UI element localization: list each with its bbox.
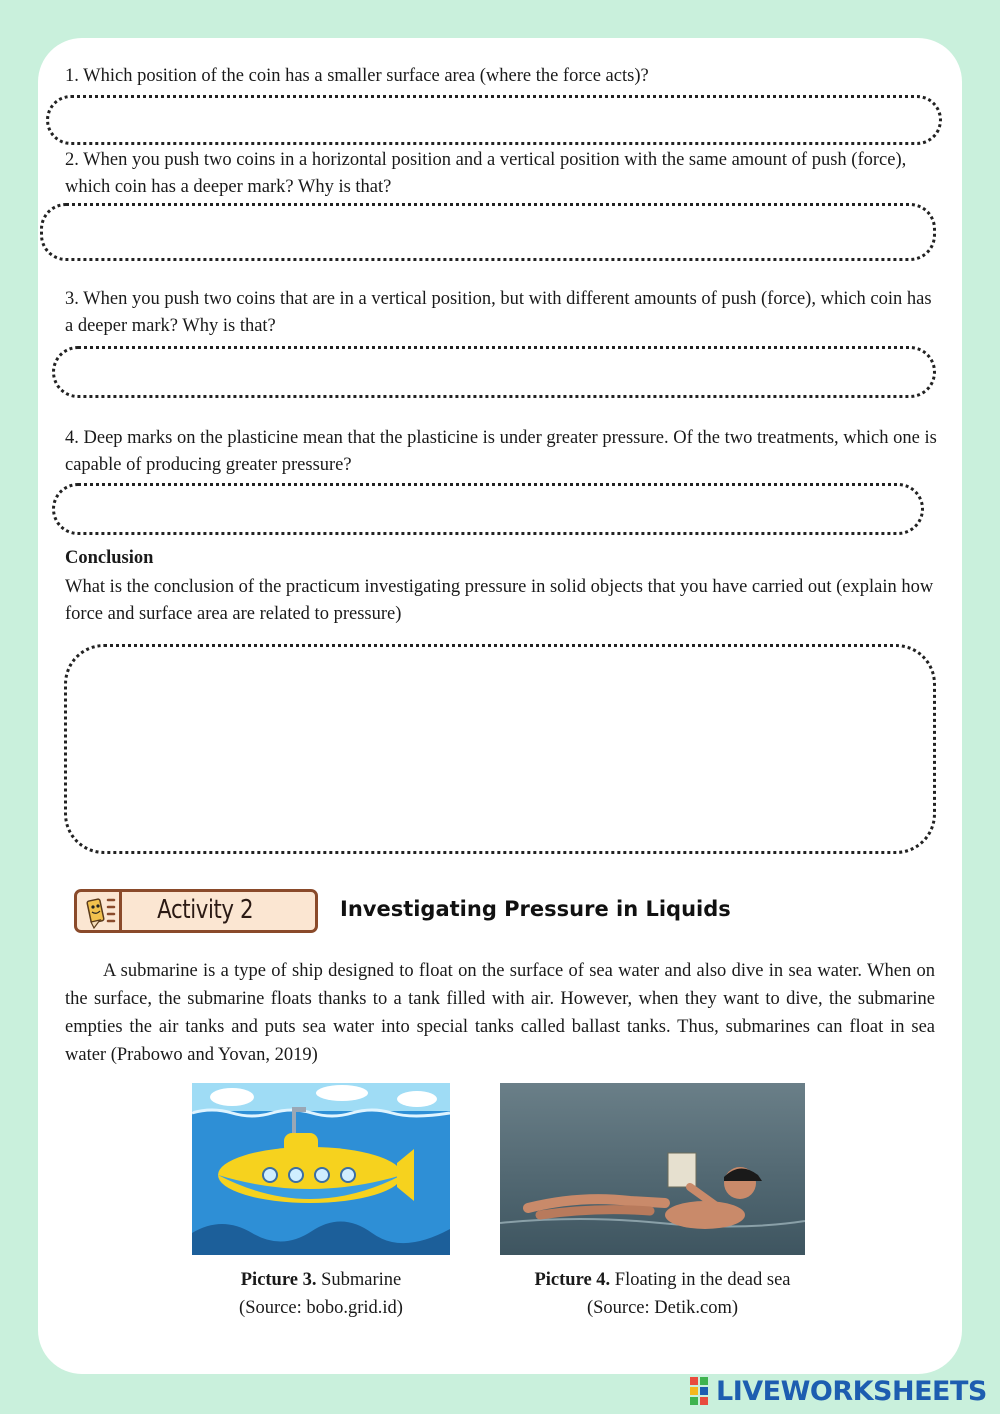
picture-3-label: Picture 3.: [240, 1270, 317, 1290]
floating-person-photo-icon: [500, 1083, 805, 1255]
badge-divider: [119, 892, 122, 930]
answer-1-field[interactable]: [46, 95, 942, 145]
picture-3-source: (Source: bobo.grid.id): [239, 1298, 403, 1318]
conclusion-heading: Conclusion: [65, 548, 154, 568]
answer-3-field[interactable]: [52, 346, 936, 398]
activity-paragraph: A submarine is a type of ship designed to float on the surface of sea water and also dive in sea water. When on the surface, the submarine floats thanks to a tank filled with air. However, when they want to dive, the submarine empties the air tanks and puts sea water into special tanks called ballast tanks. Thus, submarines can float in sea water (Prabowo and Yovan, 2019): [65, 961, 935, 1065]
question-4-text: 4. Deep marks on the plasticine mean that the plasticine is under greater pressure. Of the two treatments, which one is capable of producing greater pressure?: [65, 428, 937, 475]
picture-4-source: (Source: Detik.com): [586, 1298, 739, 1318]
picture-4-title: Floating in the dead sea: [610, 1270, 791, 1290]
picture-3-caption: [192, 1266, 450, 1322]
submarine-picture: [192, 1083, 450, 1255]
submarine-illustration-icon: [192, 1083, 450, 1255]
question-2-text: 2. When you push two coins in a horizontal position and a vertical position with the same amount of push (force), which coin has a deeper mark? Why is that?: [65, 150, 907, 197]
liveworksheets-brand[interactable]: [690, 1374, 990, 1408]
picture-3-title: Submarine: [316, 1270, 402, 1290]
answer-4-field[interactable]: [52, 483, 924, 535]
liveworksheets-logo-icon: [690, 1377, 716, 1405]
activity-badge-label: Activity 2: [157, 895, 254, 925]
pencil-mascot-icon: [80, 894, 118, 930]
picture-4-caption: [480, 1266, 845, 1322]
question-1-text: 1. Which position of the coin has a smaller surface area (where the force acts)?: [65, 66, 649, 86]
dead-sea-picture: [500, 1083, 805, 1255]
conclusion-prompt: What is the conclusion of the practicum investigating pressure in solid objects that you have carried out (explain how force and surface area are related to pressure): [65, 577, 934, 624]
activity-title: Investigating Pressure in Liquids: [340, 897, 731, 921]
answer-2-field[interactable]: [40, 203, 936, 261]
brand-name: LIVEWORKSHEETS: [716, 1375, 987, 1407]
picture-4-label: Picture 4.: [534, 1270, 611, 1290]
question-3-text: 3. When you push two coins that are in a vertical position, but with different amounts of push (force), which coin has a deeper mark? Why is that?: [65, 289, 932, 336]
conclusion-answer-field[interactable]: [64, 644, 936, 854]
activity-badge: [74, 889, 318, 933]
